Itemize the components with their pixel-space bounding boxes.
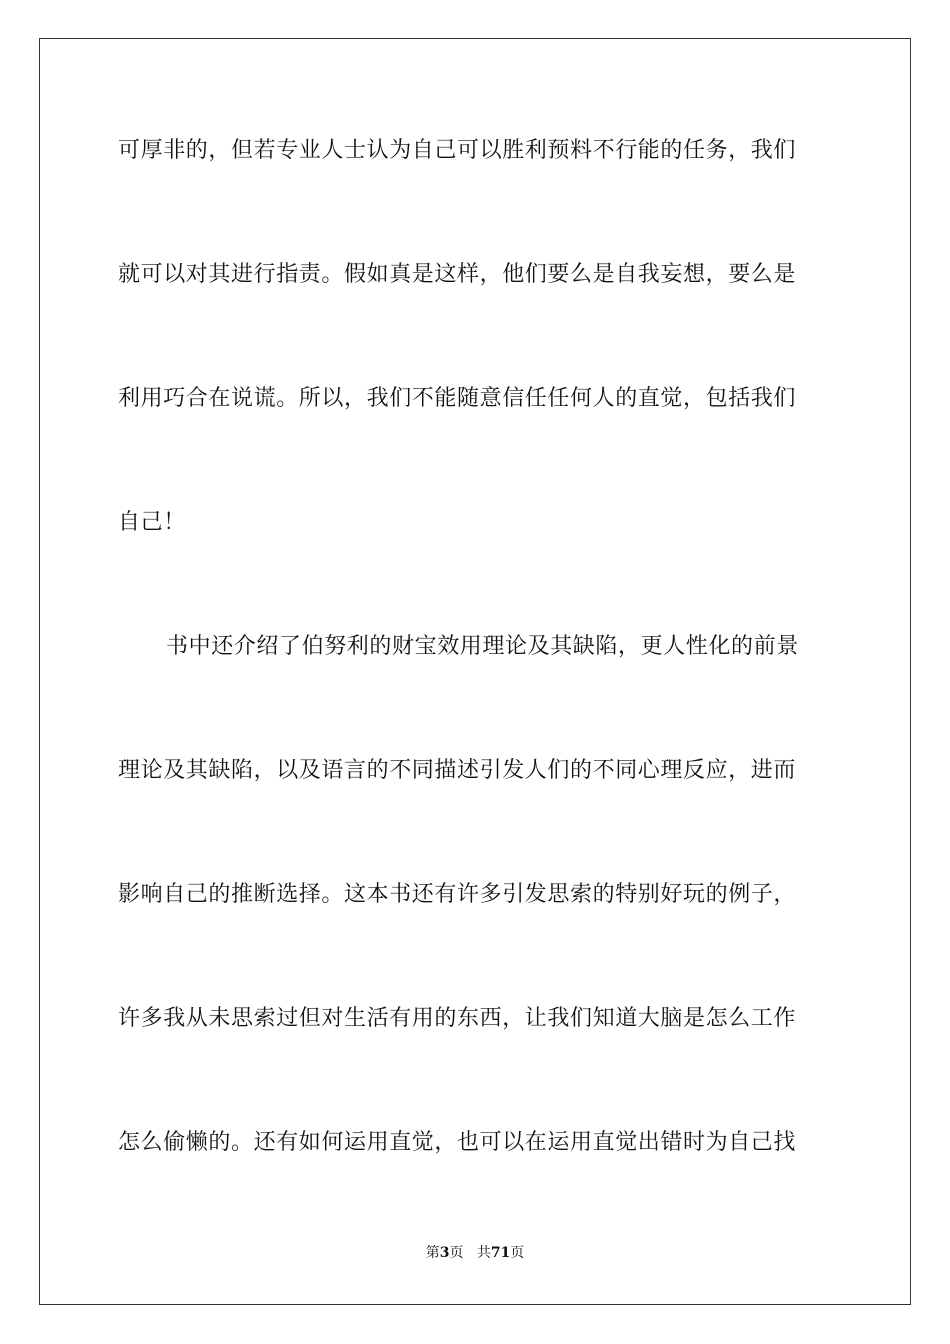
page-prefix: 第: [425, 1245, 440, 1261]
total-pages: 71: [490, 1245, 511, 1261]
body-text-line: 就可以对其进行指责。假如真是这样，他们要么是自我妄想，要么是: [118, 262, 797, 287]
total-prefix: 共: [476, 1245, 491, 1261]
total-suffix: 页: [510, 1245, 525, 1261]
body-text-line: 许多我从未思索过但对生活有用的东西，让我们知道大脑是怎么工作: [118, 1006, 797, 1031]
paragraph-first-line: 书中还介绍了伯努利的财宝效用理论及其缺陷，更人性化的前景: [166, 634, 799, 659]
page-suffix: 页: [449, 1245, 464, 1261]
body-text-line: 可厚非的，但若专业人士认为自己可以胜利预料不行能的任务，我们: [118, 138, 797, 163]
page-number: 3: [439, 1245, 450, 1261]
page-footer: [0, 1244, 950, 1262]
body-text-line: 自己！: [118, 510, 186, 535]
body-text-line: 影响自己的推断选择。这本书还有许多引发思索的特别好玩的例子，: [118, 882, 797, 907]
body-text-line: 理论及其缺陷，以及语言的不同描述引发人们的不同心理反应，进而: [118, 758, 797, 783]
body-text-line: 怎么偷懒的。还有如何运用直觉，也可以在运用直觉出错时为自己找: [118, 1130, 797, 1155]
page-border: [39, 38, 911, 1305]
body-text-line: 利用巧合在说谎。所以，我们不能随意信任任何人的直觉，包括我们: [118, 386, 797, 411]
